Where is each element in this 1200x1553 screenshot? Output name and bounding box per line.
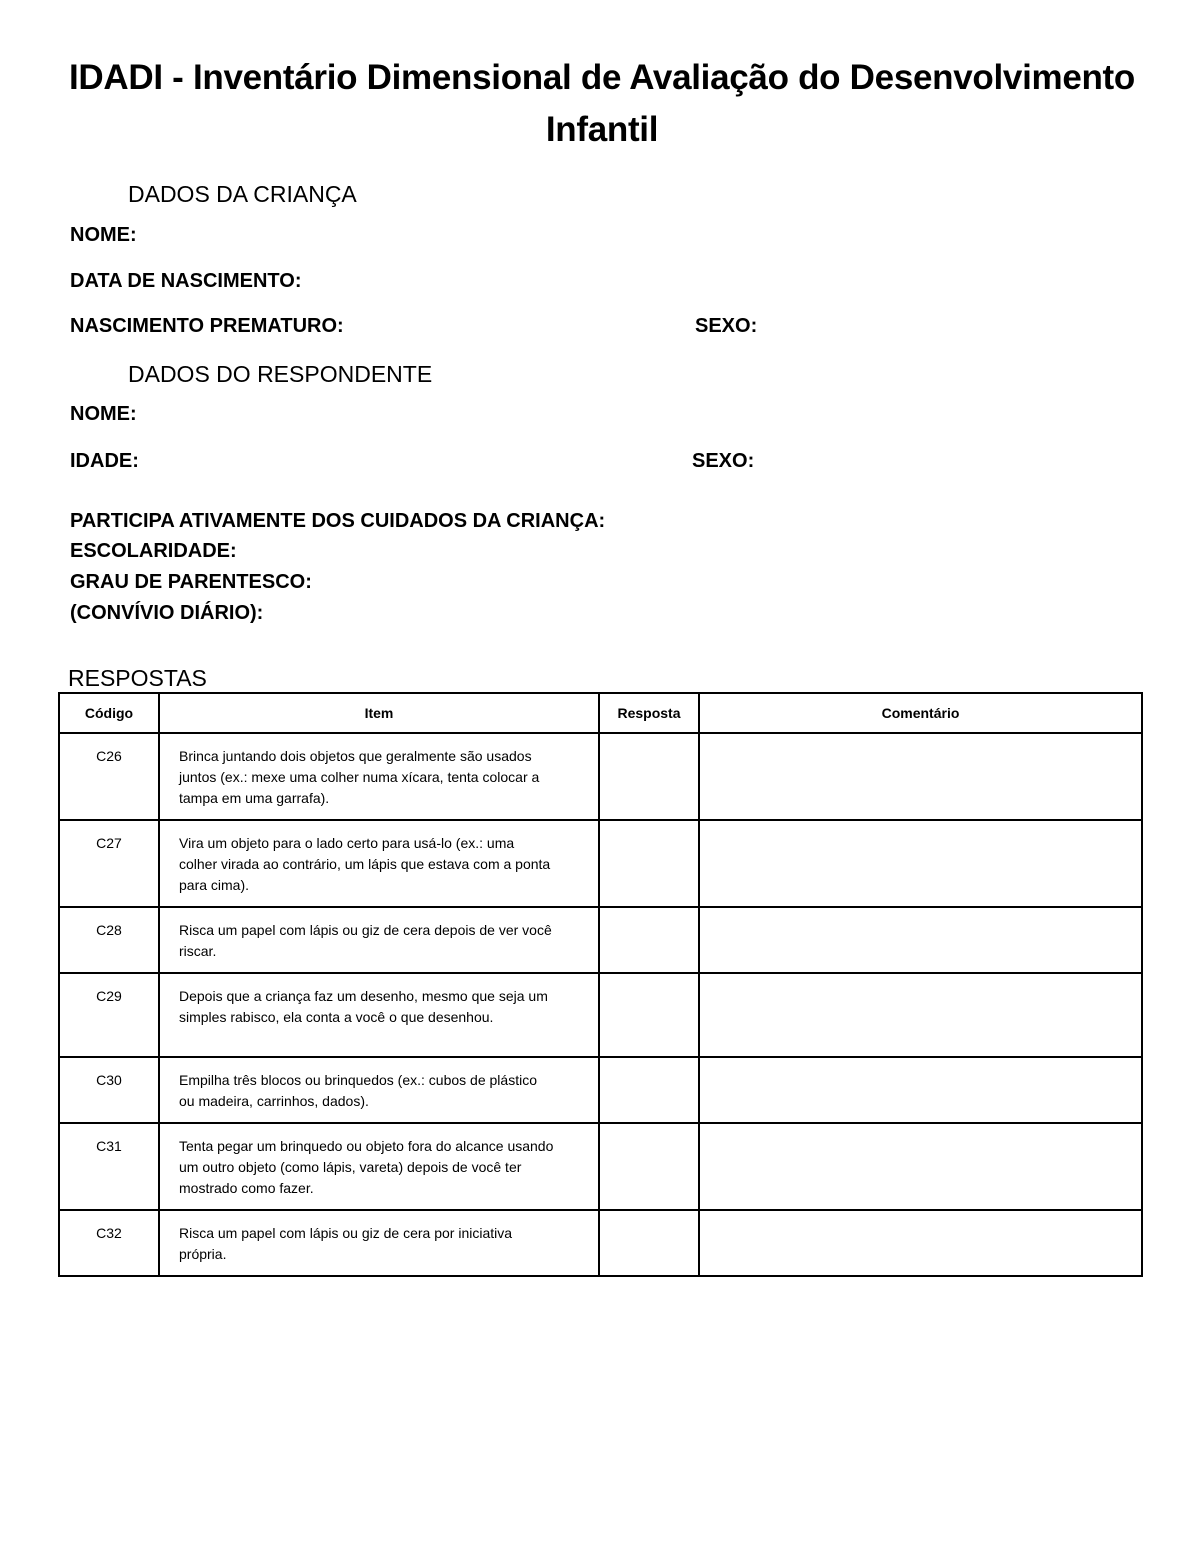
table-row bbox=[59, 973, 1142, 1057]
page-title: IDADI - Inventário Dimensional de Avaliação do Desenvolvimento Infantil bbox=[68, 58, 1135, 149]
responses-table bbox=[58, 692, 1143, 1277]
child-birth-date-label: DATA DE NASCIMENTO: bbox=[70, 270, 302, 292]
column-header-code: Código bbox=[59, 693, 159, 733]
table-row bbox=[59, 1057, 1142, 1123]
respondent-schooling-label: ESCOLARIDADE: bbox=[70, 540, 237, 562]
respondent-sex-label: SEXO: bbox=[692, 450, 755, 472]
row-code: C32 bbox=[59, 1210, 159, 1276]
responses-heading: RESPOSTAS bbox=[68, 665, 207, 691]
row-answer-cell[interactable] bbox=[599, 1123, 699, 1210]
respondent-kinship-label: GRAU DE PARENTESCO: bbox=[70, 571, 312, 593]
row-code: C29 bbox=[59, 973, 159, 1057]
row-answer-cell[interactable] bbox=[599, 1057, 699, 1123]
row-code: C27 bbox=[59, 820, 159, 907]
row-answer-cell[interactable] bbox=[599, 907, 699, 973]
table-row bbox=[59, 1210, 1142, 1276]
row-comment-cell[interactable] bbox=[699, 733, 1142, 820]
row-item: Empilha três blocos ou brinquedos (ex.: cubos de plástico ou madeira, carrinhos, dados). bbox=[159, 1057, 599, 1123]
row-answer-cell[interactable] bbox=[599, 820, 699, 907]
table-row bbox=[59, 907, 1142, 973]
column-header-item: Item bbox=[159, 693, 599, 733]
row-item: Risca um papel com lápis ou giz de cera por iniciativa própria. bbox=[159, 1210, 599, 1276]
column-header-comment: Comentário bbox=[699, 693, 1142, 733]
respondent-participates-label: PARTICIPA ATIVAMENTE DOS CUIDADOS DA CRIANÇA: bbox=[70, 510, 606, 532]
row-item: Brinca juntando dois objetos que geralmente são usados juntos (ex.: mexe uma colher numa xícara, tenta colocar a tampa em uma garrafa). bbox=[159, 733, 599, 820]
row-answer-cell[interactable] bbox=[599, 733, 699, 820]
row-comment-cell[interactable] bbox=[699, 1210, 1142, 1276]
row-item: Tenta pegar um brinquedo ou objeto fora do alcance usando um outro objeto (como lápis, vareta) depois de você ter mostrado como fazer. bbox=[159, 1123, 599, 1210]
column-header-answer: Resposta bbox=[599, 693, 699, 733]
row-comment-cell[interactable] bbox=[699, 973, 1142, 1057]
row-item: Vira um objeto para o lado certo para usá-lo (ex.: uma colher virada ao contrário, um lápis que estava com a ponta para cima). bbox=[159, 820, 599, 907]
child-sex-label: SEXO: bbox=[695, 315, 758, 337]
row-item: Risca um papel com lápis ou giz de cera depois de ver você riscar. bbox=[159, 907, 599, 973]
child-section-heading: DADOS DA CRIANÇA bbox=[128, 181, 357, 207]
respondent-age-label: IDADE: bbox=[70, 450, 139, 472]
row-comment-cell[interactable] bbox=[699, 820, 1142, 907]
row-item: Depois que a criança faz um desenho, mesmo que seja um simples rabisco, ela conta a você o que desenhou. bbox=[159, 973, 599, 1057]
table-row bbox=[59, 1123, 1142, 1210]
row-comment-cell[interactable] bbox=[699, 1123, 1142, 1210]
respondent-daily-contact-label: (CONVÍVIO DIÁRIO): bbox=[70, 602, 264, 624]
row-answer-cell[interactable] bbox=[599, 973, 699, 1057]
row-code: C30 bbox=[59, 1057, 159, 1123]
row-answer-cell[interactable] bbox=[599, 1210, 699, 1276]
row-code: C26 bbox=[59, 733, 159, 820]
child-premature-label: NASCIMENTO PREMATURO: bbox=[70, 315, 344, 337]
respondent-section-heading: DADOS DO RESPONDENTE bbox=[128, 361, 433, 387]
table-row bbox=[59, 820, 1142, 907]
respondent-name-label: NOME: bbox=[70, 403, 137, 425]
row-comment-cell[interactable] bbox=[699, 1057, 1142, 1123]
table-header-row bbox=[59, 693, 1142, 733]
row-comment-cell[interactable] bbox=[699, 907, 1142, 973]
child-name-label: NOME: bbox=[70, 224, 137, 246]
row-code: C31 bbox=[59, 1123, 159, 1210]
row-code: C28 bbox=[59, 907, 159, 973]
table-row bbox=[59, 733, 1142, 820]
